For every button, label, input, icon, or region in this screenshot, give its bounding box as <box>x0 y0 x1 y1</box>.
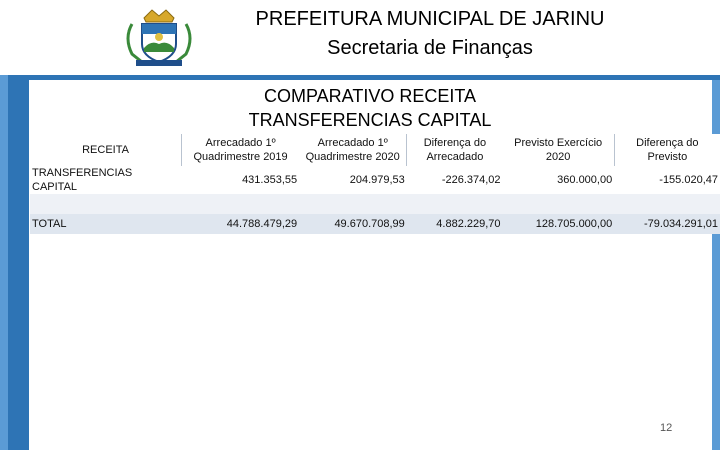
page-title: PREFEITURA MUNICIPAL DE JARINU <box>255 8 605 30</box>
table-spacer-row <box>30 194 720 214</box>
empty-cell <box>503 194 615 214</box>
column-header-arrecadado-2019 <box>182 134 300 166</box>
cell-value: 204.979,53 <box>299 166 407 194</box>
table-header-row <box>30 134 720 166</box>
empty-cell <box>614 194 720 214</box>
column-header-line: Quadrimestre 2020 <box>305 151 400 163</box>
header <box>0 0 720 75</box>
table-row <box>30 166 720 194</box>
cell-value: 44.788.479,29 <box>182 214 300 234</box>
cell-value: 431.353,55 <box>182 166 300 194</box>
column-header-line: Diferença do <box>423 137 487 149</box>
column-header-line: Quadrimestre 2019 <box>193 151 288 163</box>
cell-value-negative: -226.374,02 <box>407 166 503 194</box>
left-accent-bar <box>0 75 8 450</box>
cell-value: 49.670.708,99 <box>299 214 407 234</box>
column-header-line: Previsto Exercício <box>514 137 603 149</box>
cell-value-negative: -79.034.291,01 <box>614 214 720 234</box>
column-header-arrecadado-2020 <box>299 134 407 166</box>
cell-value: 4.882.229,70 <box>407 214 503 234</box>
column-header-diferenca-arrecadado <box>407 134 503 166</box>
column-header-line: Arrecadado 1º <box>205 137 276 149</box>
column-header-line: 2020 <box>545 151 571 163</box>
column-header-previsto-2020 <box>503 134 615 166</box>
column-header-line: Arrecadado <box>426 151 484 163</box>
slide-heading-line1: COMPARATIVO RECEITA <box>263 86 477 106</box>
column-header-line: Diferença do <box>636 137 699 149</box>
row-label: TOTAL <box>30 214 182 234</box>
table-row-total <box>30 214 720 234</box>
cell-value: 128.705.000,00 <box>503 214 615 234</box>
slide-heading-line2: TRANSFERENCIAS CAPITAL <box>248 110 492 130</box>
column-header-line: Arrecadado 1º <box>317 137 388 149</box>
empty-cell <box>182 194 300 214</box>
cell-value-negative: -155.020,47 <box>614 166 720 194</box>
column-header-diferenca-previsto <box>614 134 720 166</box>
cell-value: 360.000,00 <box>503 166 615 194</box>
empty-cell <box>407 194 503 214</box>
row-label: TRANSFERENCIAS CAPITAL <box>30 166 182 194</box>
column-header-line: Previsto <box>647 151 688 163</box>
column-header-receita: RECEITA <box>30 134 182 166</box>
page-subtitle: Secretaria de Finanças <box>327 37 533 59</box>
revenue-comparison-table <box>30 134 720 234</box>
empty-cell <box>299 194 407 214</box>
empty-cell <box>30 194 182 214</box>
page-number: 12 <box>660 422 673 434</box>
